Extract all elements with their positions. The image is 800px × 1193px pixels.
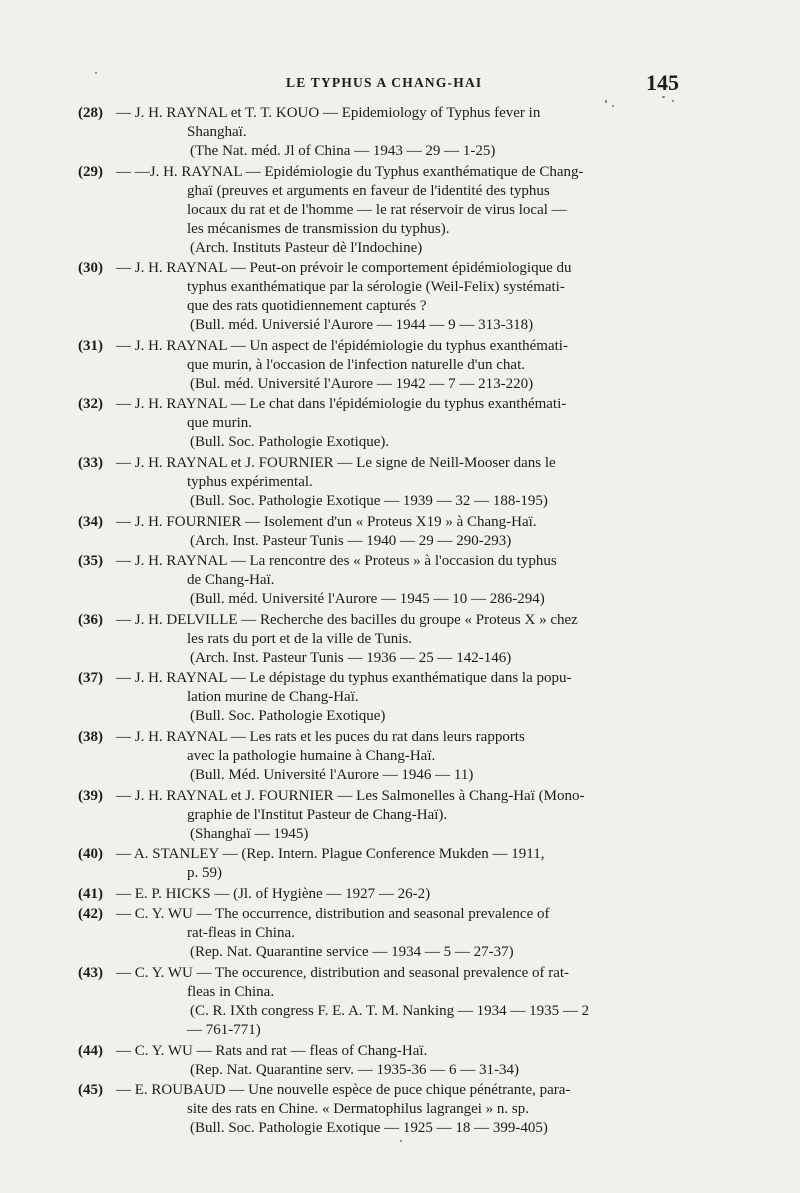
reference-text-line: site des rats en Chine. « Dermatophilus lagrangei » n. sp. [187, 1101, 530, 1118]
reference-author-line: — J. H. FOURNIER — Isolement d'un « Proteus X19 » à Chang-Haï. [116, 513, 537, 530]
reference-entry [0, 552, 679, 609]
reference-author-line: — J. H. RAYNAL et J. FOURNIER — Le signe de Neill-Mooser dans le [116, 454, 556, 471]
reference-text-line: les rats du port et de la ville de Tunis. [187, 630, 412, 647]
reference-source: (Rep. Nat. Quarantine service — 1934 — 5 — 27-37) [190, 944, 514, 961]
reference-source-continued: — 761-771) [187, 1021, 261, 1038]
reference-source: (C. R. IXth congress F. E. A. T. M. Nanking — 1934 — 1935 — 2 [190, 1002, 590, 1019]
reference-author-line: — J. H. RAYNAL et T. T. KOUO — Epidemiology of Typhus fever in [116, 105, 541, 121]
reference-number: (29) [78, 163, 103, 180]
reference-source: (Bull. Soc. Pathologie Exotique — 1939 — 32 — 188-195) [190, 492, 548, 509]
reference-source: (Bull. Méd. Université l'Aurore — 1946 — 11) [190, 766, 474, 783]
reference-text-line: p. 59) [187, 865, 222, 882]
reference-number: (37) [78, 670, 103, 687]
reference-author-line: — J. H. RAYNAL — Peut-on prévoir le comportement épidémiologique du [116, 260, 572, 277]
reference-entry [0, 259, 679, 335]
reference-entry [0, 964, 679, 1040]
reference-entry [0, 337, 679, 394]
reference-text-line: locaux du rat et de l'homme — le rat réservoir de virus local — [187, 201, 567, 218]
reference-entry [0, 669, 679, 726]
reference-number: (42) [78, 906, 103, 923]
reference-entry [0, 395, 679, 452]
reference-text-line: Shanghaï. [187, 124, 247, 140]
reference-number: (31) [78, 337, 103, 354]
reference-author-line: — J. H. DELVILLE — Recherche des bacilles du groupe « Proteus X » chez [116, 611, 578, 628]
reference-author-line: — J. H. RAYNAL — La rencontre des « Proteus » à l'occasion du typhus [116, 553, 557, 570]
reference-text-line: fleas in China. [187, 983, 275, 1000]
reference-number: (39) [78, 787, 103, 804]
page-number: 145 [646, 70, 679, 95]
reference-source: (Bull. Soc. Pathologie Exotique) [190, 708, 386, 725]
running-title: LE TYPHUS A CHANG-HAI [286, 75, 483, 90]
reference-number: (33) [78, 454, 103, 471]
reference-text-line: graphie de l'Institut Pasteur de Chang-Haï). [187, 806, 448, 823]
reference-author-line: — —J. H. RAYNAL — Epidémiologie du Typhus exanthématique de Chang- [116, 163, 584, 180]
reference-text-line: que murin. [187, 415, 252, 432]
reference-author-line: — J. H. RAYNAL — Le chat dans l'épidémiologie du typhus exanthémati- [116, 396, 567, 413]
reference-author-line: — A. STANLEY — (Rep. Intern. Plague Conference Mukden — 1911, [116, 846, 545, 863]
reference-author-line: — C. Y. WU — The occurrence, distribution and seasonal prevalence of [116, 906, 550, 923]
reference-text-line: que murin, à l'occasion de l'infection naturelle d'un chat. [187, 356, 525, 373]
reference-number: (35) [78, 553, 103, 570]
reference-number: (43) [78, 964, 103, 981]
reference-source: (Bull. méd. Université l'Aurore — 1945 — 10 — 286-294) [190, 591, 545, 608]
reference-source: (Arch. Instituts Pasteur dè l'Indochine) [190, 239, 423, 256]
reference-entry [0, 845, 679, 883]
reference-source: (The Nat. méd. Jl of China — 1943 — 29 — 1-25) [190, 143, 496, 159]
reference-author-line: — J. H. RAYNAL et J. FOURNIER — Les Salmonelles à Chang-Haï (Mono- [116, 787, 585, 804]
reference-number: (44) [78, 1042, 103, 1059]
reference-text-line: que des rats quotidiennement capturés ? [187, 298, 427, 315]
reference-source: (Shanghaï — 1945) [190, 825, 309, 842]
reference-text-line: typhus exanthématique par la sérologie (Weil-Felix) systémati- [187, 279, 565, 296]
reference-author-line: — C. Y. WU — The occurence, distribution and seasonal prevalence of rat- [116, 964, 570, 981]
reference-number: (38) [78, 728, 103, 745]
reference-number: (36) [78, 611, 103, 628]
reference-author-line: — E. P. HICKS — (Jl. of Hygiène — 1927 — 26-2) [116, 885, 431, 902]
reference-number: (34) [78, 513, 103, 530]
reference-author-line: — E. ROUBAUD — Une nouvelle espèce de puce chique pénétrante, para- [116, 1082, 571, 1099]
reference-list [0, 104, 800, 1140]
reference-number: (40) [78, 846, 103, 863]
reference-source: (Rep. Nat. Quarantine serv. — 1935-36 — 6 — 31-34) [190, 1061, 519, 1078]
reference-entry [0, 513, 679, 551]
reference-author-line: — J. H. RAYNAL — Un aspect de l'épidémiologie du typhus exanthémati- [116, 337, 568, 354]
reference-source: (Bull. Soc. Pathologie Exotique — 1925 — 18 — 399-405) [190, 1120, 548, 1137]
reference-text-line: de Chang-Haï. [187, 572, 275, 589]
reference-entry [0, 728, 679, 785]
reference-number: (41) [78, 885, 103, 902]
reference-text-line: rat-fleas in China. [187, 925, 295, 942]
reference-text-line: lation murine de Chang-Haï. [187, 689, 359, 706]
reference-entry [0, 787, 679, 844]
reference-source: (Arch. Inst. Pasteur Tunis — 1936 — 25 — 142-146) [190, 649, 512, 666]
reference-entry [0, 611, 679, 668]
page-header [0, 70, 800, 100]
reference-number: (32) [78, 396, 103, 413]
reference-author-line: — C. Y. WU — Rats and rat — fleas of Chang-Haï. [116, 1042, 428, 1059]
reference-text-line: typhus expérimental. [187, 473, 313, 490]
reference-text-line: les mécanismes de transmission du typhus). [187, 220, 450, 237]
reference-source: (Arch. Inst. Pasteur Tunis — 1940 — 29 — 290-293) [190, 532, 512, 549]
reference-source: (Bul. méd. Université l'Aurore — 1942 — 7 — 213-220) [190, 375, 534, 392]
reference-number: (28) [78, 105, 103, 121]
reference-author-line: — J. H. RAYNAL — Le dépistage du typhus exanthématique dans la popu- [116, 670, 572, 687]
reference-entry [0, 885, 679, 904]
reference-text-line: avec la pathologie humaine à Chang-Haï. [187, 747, 436, 764]
reference-number: (30) [78, 260, 103, 277]
reference-entry [0, 454, 679, 511]
reference-source: (Bull. Soc. Pathologie Exotique). [190, 434, 390, 451]
reference-entry [0, 1042, 679, 1080]
reference-number: (45) [78, 1082, 103, 1099]
reference-author-line: — J. H. RAYNAL — Les rats et les puces du rat dans leurs rapports [116, 728, 525, 745]
reference-text-line: ghaï (preuves et arguments en faveur de l'identité des typhus [187, 182, 550, 199]
reference-entry [0, 905, 679, 962]
reference-source: (Bull. méd. Universié l'Aurore — 1944 — 9 — 313-318) [190, 317, 534, 334]
reference-entry [0, 163, 679, 258]
reference-entry [0, 1081, 679, 1138]
reference-entry [0, 104, 679, 161]
